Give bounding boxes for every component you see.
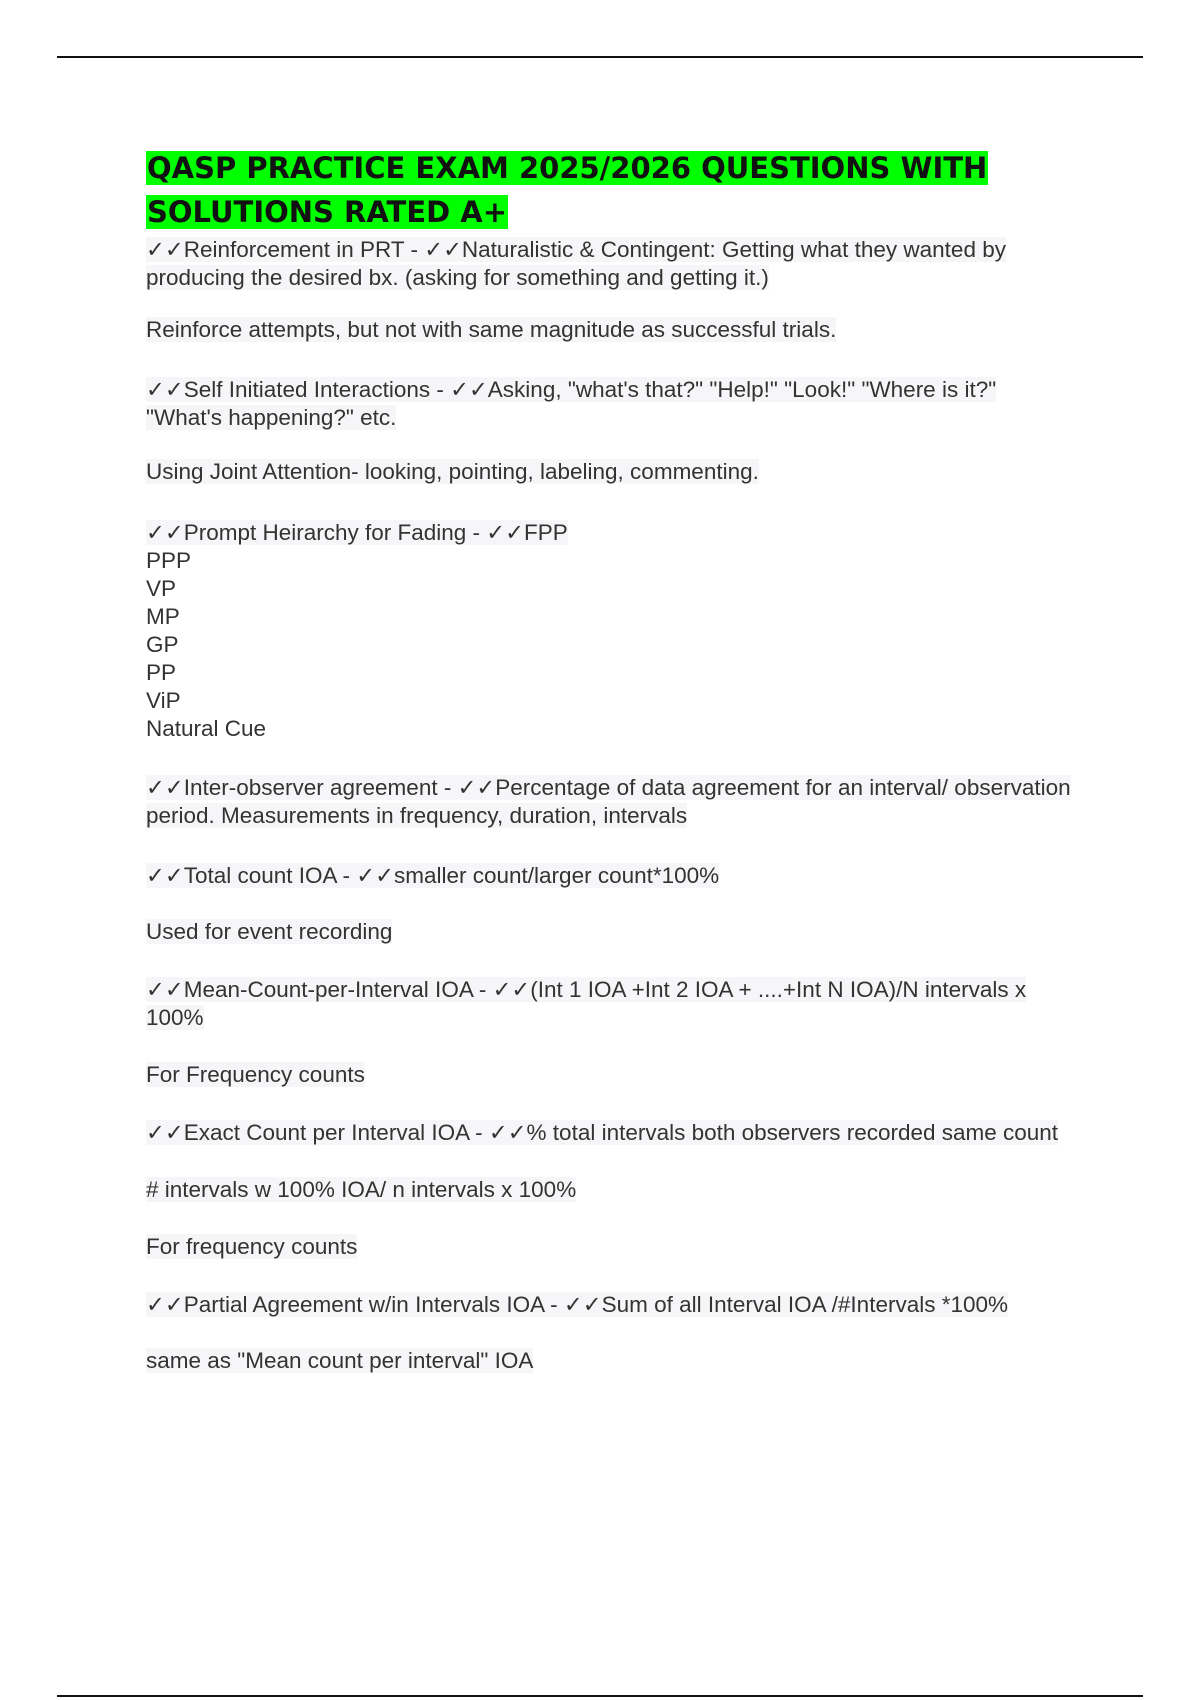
qa-inter-observer-agreement: ✓✓Inter-observer agreement - ✓✓Percentage of data agreement for an interval/ observation period. Measurements in frequency, duration, intervals <box>146 775 1071 828</box>
note-frequency-counts: For Frequency counts <box>146 1062 365 1087</box>
note-same-as-mean-count: same as "Mean count per interval" IOA <box>146 1348 534 1373</box>
note-event-recording: Used for event recording <box>146 919 393 944</box>
note-intervals-formula: # intervals w 100% IOA/ n intervals x 100% <box>146 1177 577 1202</box>
header-rule <box>57 56 1143 58</box>
note-frequency-counts-2: For frequency counts <box>146 1234 358 1259</box>
qa-total-count-ioa: ✓✓Total count IOA - ✓✓smaller count/larger count*100% <box>146 863 720 888</box>
qa-partial-agreement-ioa: ✓✓Partial Agreement w/in Intervals IOA - ✓✓Sum of all Interval IOA /#Intervals *100% <box>146 1292 1009 1317</box>
qa-mean-count-per-interval-ioa: ✓✓Mean-Count-per-Interval IOA - ✓✓(Int 1 IOA +Int 2 IOA + ....+Int N IOA)/N intervals x 100% <box>146 977 1027 1030</box>
qa-reinforcement-prt: ✓✓Reinforcement in PRT - ✓✓Naturalistic & Contingent: Getting what they wanted by producing the desired bx. (asking for something and getting it.) <box>146 237 1006 290</box>
prompt-hierarchy-list: PPP VP MP GP PP ViP Natural Cue <box>146 548 267 741</box>
document-body <box>146 146 1076 1375</box>
document-title <box>146 146 1076 234</box>
footer-rule <box>57 1695 1143 1697</box>
note-joint-attention: Using Joint Attention- looking, pointing, labeling, commenting. <box>146 459 759 484</box>
qa-self-initiated-interactions: ✓✓Self Initiated Interactions - ✓✓Asking, "what's that?" "Help!" "Look!" "Where is it?" "What's happening?" etc. <box>146 377 997 430</box>
qa-exact-count-per-interval-ioa: ✓✓Exact Count per Interval IOA - ✓✓% total intervals both observers recorded same count <box>146 1120 1059 1145</box>
qa-prompt-hierarchy: ✓✓Prompt Heirarchy for Fading - ✓✓FPP <box>146 520 568 545</box>
title-highlight: QASP PRACTICE EXAM 2025/2026 QUESTIONS WITH SOLUTIONS RATED A+ <box>147 151 988 229</box>
note-reinforce-attempts: Reinforce attempts, but not with same magnitude as successful trials. <box>146 317 837 342</box>
